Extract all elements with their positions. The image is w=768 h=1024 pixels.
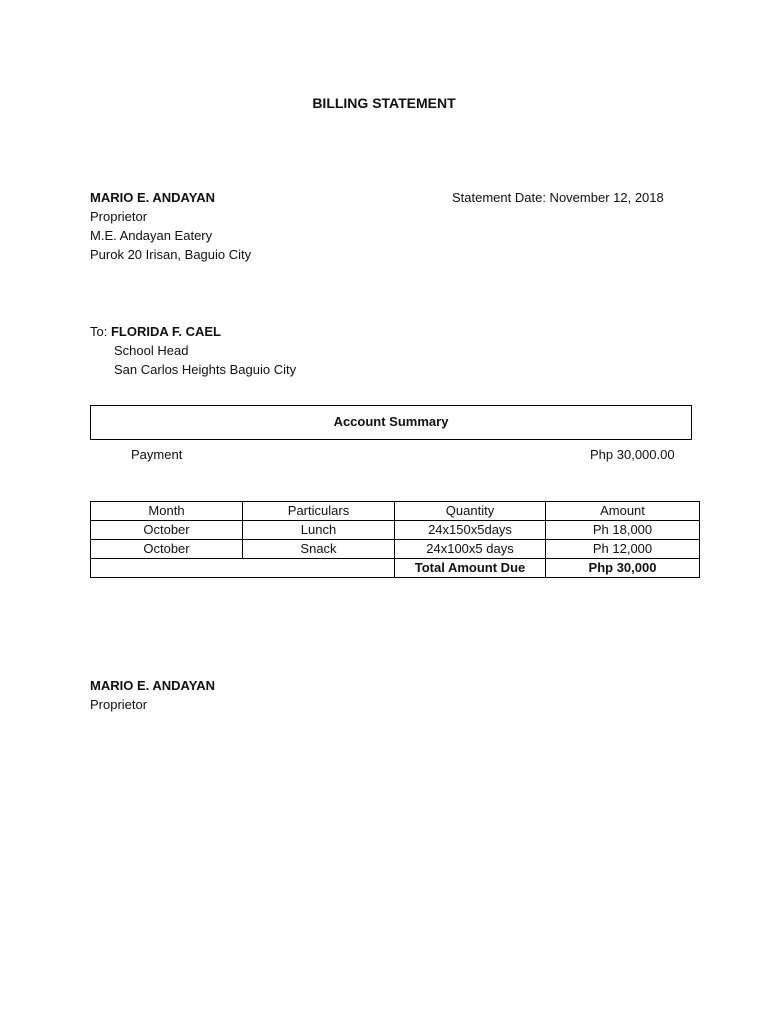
recipient-address: San Carlos Heights Baguio City [114,362,297,377]
account-summary-title: Account Summary [333,414,449,429]
cell-particulars: Snack [243,540,395,559]
cell-particulars: Lunch [243,521,395,540]
signature-block [90,676,215,714]
billing-table [90,501,700,578]
column-header-month: Month [91,502,243,521]
cell-amount: Ph 18,000 [546,521,700,540]
account-summary-box [90,405,692,440]
cell-month: October [91,540,243,559]
column-header-quantity: Quantity [395,502,546,521]
statement-date: Statement Date: November 12, 2018 [452,190,664,205]
total-value: Php 30,000 [546,559,700,578]
cell-month: October [91,521,243,540]
payment-amount: Php 30,000.00 [590,447,675,462]
sender-position: Proprietor [90,209,148,224]
table-total-row [91,559,700,578]
table-header-row [91,502,700,521]
cell-quantity: 24x100x5 days [395,540,546,559]
recipient-line [90,322,296,341]
signature-position: Proprietor [90,697,148,712]
payment-label: Payment [131,447,183,462]
total-spacer-cell [91,559,395,578]
cell-amount: Ph 12,000 [546,540,700,559]
column-header-particulars: Particulars [243,502,395,521]
recipient-block [90,322,296,379]
to-label: To: [90,324,108,339]
sender-address: Purok 20 Irisan, Baguio City [90,247,252,262]
sender-block [90,188,251,264]
table-row [91,540,700,559]
column-header-amount: Amount [546,502,700,521]
total-label: Total Amount Due [395,559,546,578]
sender-name: MARIO E. ANDAYAN [90,190,215,205]
page-title: BILLING STATEMENT [312,95,456,111]
signature-name: MARIO E. ANDAYAN [90,678,215,693]
table-row [91,521,700,540]
recipient-name: FLORIDA F. CAEL [110,324,221,339]
sender-business: M.E. Andayan Eatery [90,228,213,243]
cell-quantity: 24x150x5days [395,521,546,540]
recipient-position: School Head [114,343,189,358]
